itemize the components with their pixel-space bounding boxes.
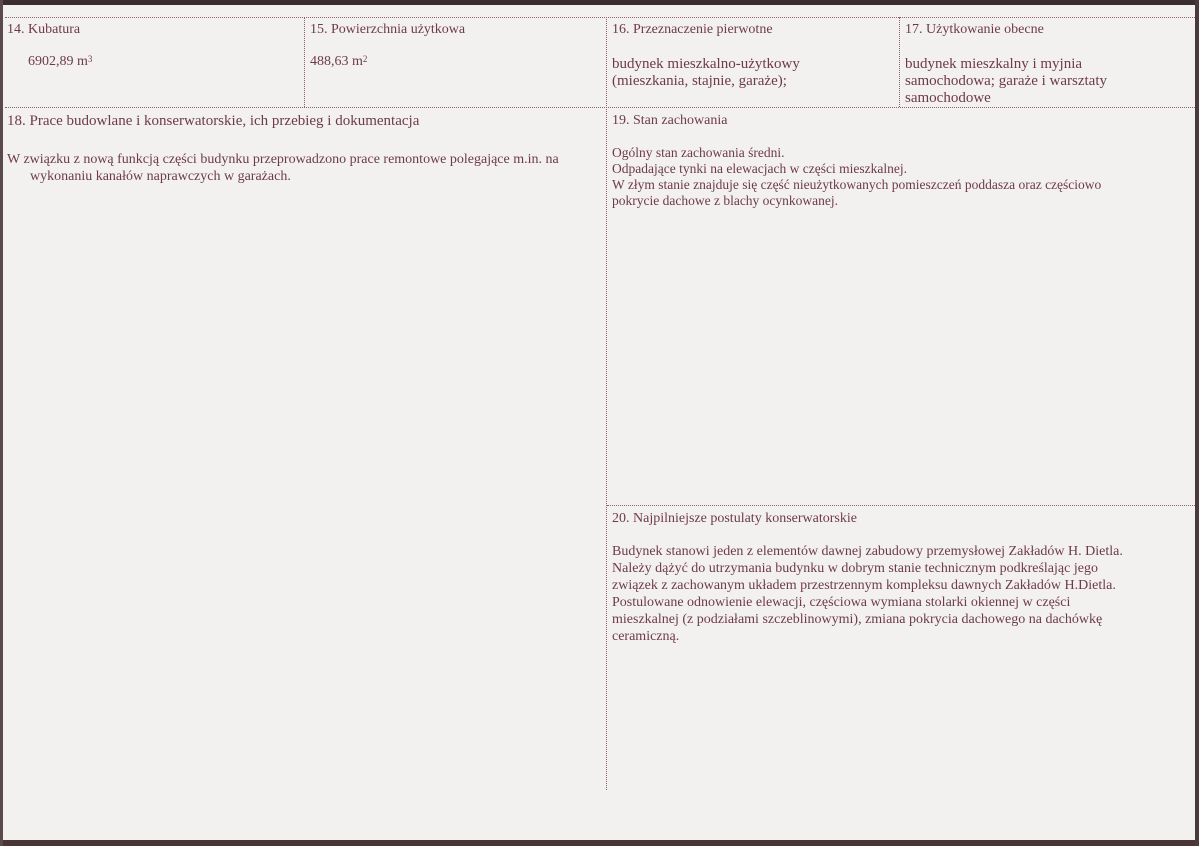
rule-top [5, 17, 1195, 18]
field-19-line: pokrycie dachowe z blachy ocynkowanej. [612, 193, 839, 208]
field-15-number: 488,63 m [310, 54, 363, 69]
field-18-label: 18. Prace budowlane i konserwatorskie, ich przebieg i dokumentacja [7, 113, 420, 129]
field-19-line: W złym stanie znajduje się część nieużytkowanych pomieszczeń poddasza oraz częściowo [612, 177, 1102, 192]
scan-edge-top [0, 0, 1199, 5]
field-20-label: 20. Najpilniejsze postulaty konserwatorskie [612, 511, 857, 526]
field-20-line: Budynek stanowi jeden z elementów dawnej zabudowy przemysłowej Zakładów H. Dietla. [612, 544, 1123, 559]
field-19-line: Ogólny stan zachowania średni. [612, 145, 785, 160]
rule-row2 [5, 107, 1195, 108]
field-20-value [612, 543, 1123, 645]
field-14-label: 14. Kubatura [7, 22, 81, 37]
scan-edge-right [1195, 0, 1199, 846]
scan-edge-bottom [0, 840, 1199, 846]
field-18-text: W związku z nową funkcją części budynku przeprowadzono prace remontowe polegające m.in. na wykonaniu kanałów naprawczych w garażach. [7, 152, 559, 184]
divider-center [606, 17, 607, 790]
field-16-line: (mieszkania, stajnie, garaże); [612, 73, 787, 89]
field-15-value [310, 53, 367, 70]
field-16-line: budynek mieszkalno-użytkowy [612, 56, 800, 72]
field-19-value [612, 145, 1101, 209]
field-17-value [905, 56, 1107, 107]
scan-edge-left [0, 0, 3, 846]
field-20-line: mieszkalnej (z podziałami szczeblinowymi), zmiana pokrycia dachowego na dachówkę [612, 612, 1103, 627]
field-17-line: budynek mieszkalny i myjnia [905, 56, 1083, 72]
field-14-value [28, 53, 92, 70]
field-17-line: samochodowe [905, 90, 991, 106]
field-19-label: 19. Stan zachowania [612, 113, 728, 128]
field-15-unit-exp: 2 [362, 54, 368, 64]
field-20-line: Należy dążyć do utrzymania budynku w dobrym stanie technicznym podkreślając jego [612, 561, 1098, 576]
field-16-label: 16. Przeznaczenie pierwotne [612, 22, 773, 37]
field-15-label: 15. Powierzchnia użytkowa [310, 22, 466, 37]
rule-section20 [607, 505, 1195, 506]
divider-16-17 [899, 17, 900, 107]
field-14-number: 6902,89 m [28, 54, 88, 69]
field-20-line: Postulowane odnowienie elewacji, częściowa wymiana stolarki okiennej w części [612, 595, 1071, 610]
form-sheet [3, 5, 1195, 840]
field-20-line: związek z zachowanym układem przestrzennym kompleksu dawnych Zakładów H.Dietla. [612, 578, 1116, 593]
field-16-value [612, 56, 800, 90]
field-17-line: samochodowa; garaże i warsztaty [905, 73, 1107, 89]
field-14-unit-exp: 3 [87, 54, 93, 64]
field-20-line: ceramiczną. [612, 629, 680, 644]
field-18-value [7, 151, 567, 185]
divider-14-15 [304, 17, 305, 107]
field-19-line: Odpadające tynki na elewacjach w części mieszkalnej. [612, 161, 907, 176]
field-17-label: 17. Użytkowanie obecne [905, 22, 1044, 37]
